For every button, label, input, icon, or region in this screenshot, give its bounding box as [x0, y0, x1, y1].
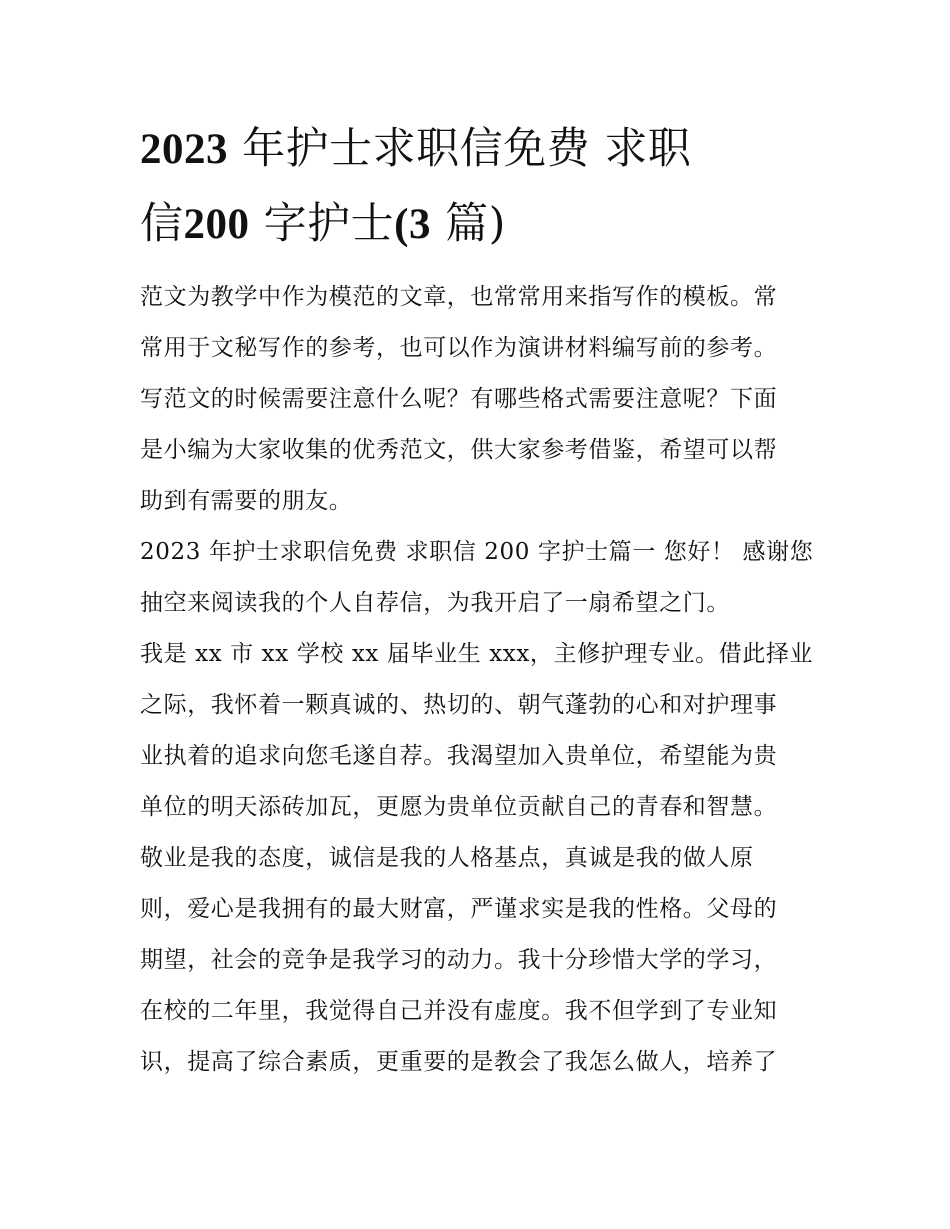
text-line: 抽空来阅读我的个人自荐信，为我开启了一扇希望之门。	[140, 590, 730, 616]
paragraph-character	[140, 833, 812, 1088]
text-line: 写范文的时候需要注意什么呢？有哪些格式需要注意呢？下面	[140, 386, 778, 412]
text-line: 识，提高了综合素质，更重要的是教会了我怎么做人，培养了	[140, 1049, 778, 1075]
title-number: (3	[394, 201, 431, 248]
text-line: 单位的明天添砖加瓦，更愿为贵单位贡献自己的青春和智慧。	[140, 794, 778, 820]
document-page	[140, 112, 812, 1088]
text-line: 在校的二年里，我觉得自己并没有虚度。我不但学到了专业知	[140, 998, 778, 1024]
document-body	[140, 272, 812, 1088]
text-line: 助到有需要的朋友。	[140, 488, 353, 514]
paragraph-intro	[140, 272, 812, 527]
text-line: 敬业是我的态度，诚信是我的人格基点，真诚是我的做人原	[140, 845, 754, 871]
title-year: 2023	[140, 126, 228, 173]
title-number: 200	[183, 201, 250, 248]
title-text: 信	[140, 199, 184, 249]
text-line: 是小编为大家收集的优秀范文，供大家参考借鉴，希望可以帮	[140, 437, 778, 463]
paragraph-greeting	[140, 527, 812, 629]
title-line-2	[140, 187, 812, 262]
title-text: 年护士求职信免费 求职	[242, 124, 692, 174]
text-line: 2023 年护士求职信免费 求职信 200 字护士篇一 您好！ 感谢您	[140, 539, 814, 565]
document-title	[140, 112, 812, 262]
paragraph-self-introduction	[140, 629, 812, 833]
text-line: 之际，我怀着一颗真诚的、热切的、朝气蓬勃的心和对护理事	[140, 692, 778, 718]
text-line: 我是 xx 市 xx 学校 xx 届毕业生 xxx，主修护理专业。借此择业	[140, 641, 814, 667]
text-line: 范文为教学中作为模范的文章，也常常用来指写作的模板。常	[140, 284, 778, 310]
text-line: 业执着的追求向您毛遂自荐。我渴望加入贵单位，希望能为贵	[140, 743, 778, 769]
title-text: 字护士	[263, 199, 395, 249]
text-line: 则，爱心是我拥有的最大财富，严谨求实是我的性格。父母的	[140, 896, 778, 922]
text-line: 期望，社会的竞争是我学习的动力。我十分珍惜大学的学习，	[140, 947, 778, 973]
title-line-1	[140, 112, 812, 187]
text-line: 常用于文秘写作的参考，也可以作为演讲材料编写前的参考。	[140, 335, 778, 361]
title-text: 篇)	[445, 199, 506, 249]
